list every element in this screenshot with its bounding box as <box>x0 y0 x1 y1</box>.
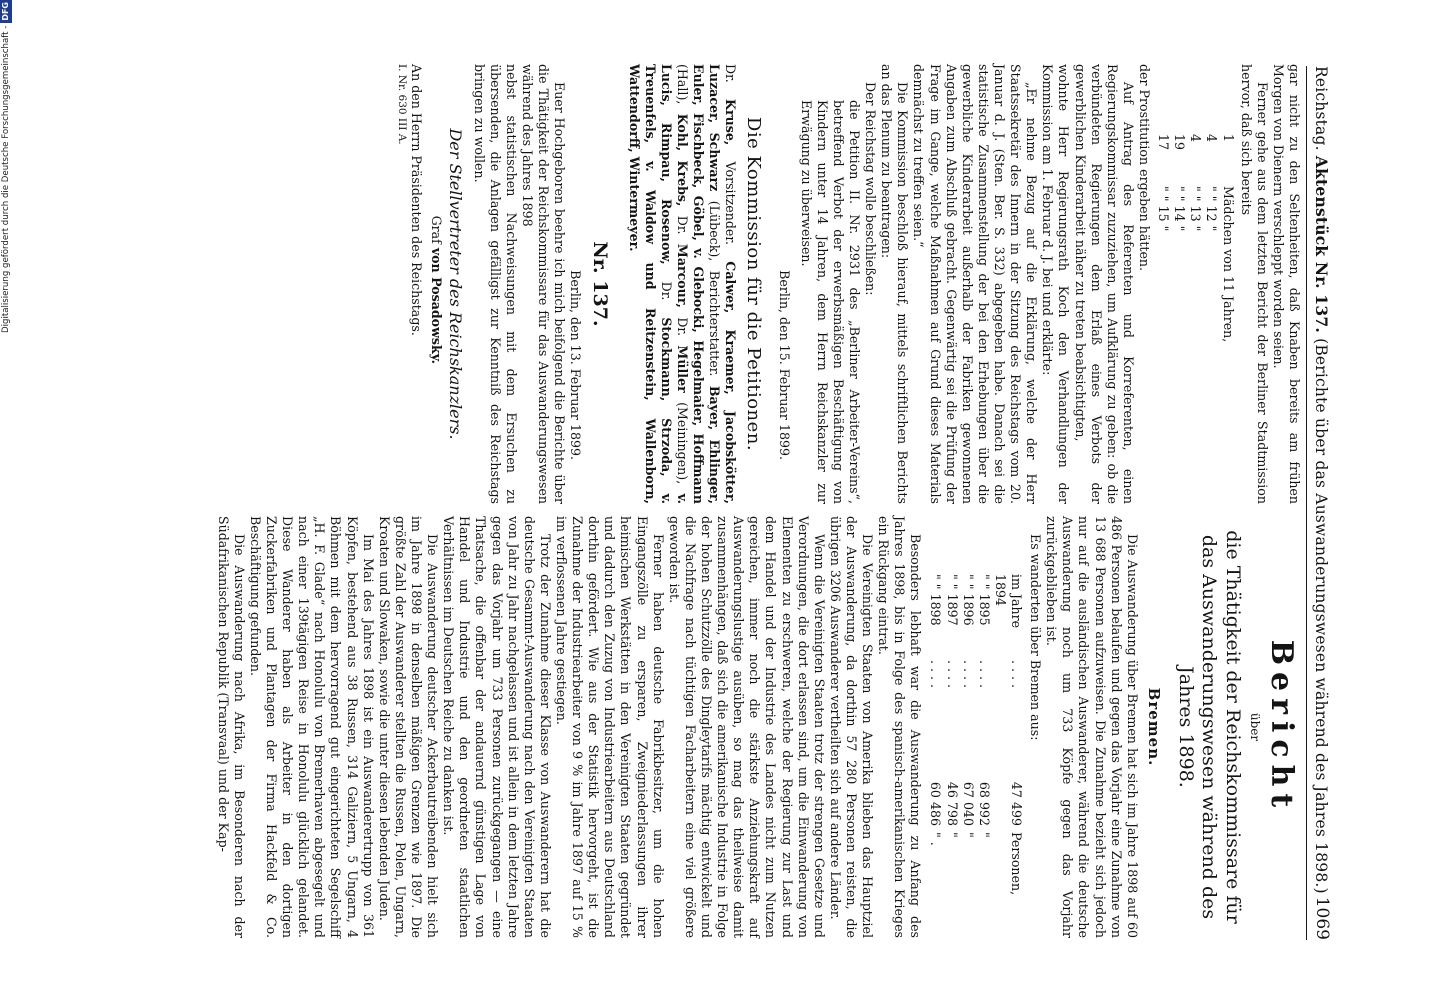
report-title: Bericht <box>1264 639 1299 815</box>
table-row: im Jahre 1894 . . . . 47 499 Personen, <box>992 574 1025 896</box>
right-column <box>215 516 1302 938</box>
date-line: Berlin, den 13. Februar 1899. <box>568 270 584 460</box>
label: " " 13 " <box>1188 186 1204 232</box>
paragraph: Ferner haben deutsche Fabrikbesitzer, um die hohen Eingangszölle zu ersparen, Zweigniederlassungen ihrer heimischen Werkstätten in den Vereinigten Staaten gegründet und dadurch den Zuzug von Industriearbeitern aus Deutschland dorthin gefördert. Wie aus der Statistik hervorgeht, ist die Zunahme der Industriearbeiter von 9 % im Jahre 1897 auf 15 % im verflossenen Jahre gestiegen. <box>553 516 666 938</box>
signature-name: Graf von Posadowsky. <box>429 215 445 364</box>
paragraph: Die Kommission beschloß hierauf, mittels schriftlichen Berichts an das Plenum zu beantragen: <box>879 64 911 504</box>
age-row <box>1155 134 1171 444</box>
age-row <box>1203 134 1219 444</box>
paragraph: Im Mai des Jahres 1898 ist ein Auswanderertrupp von 361 Köpfen, bestehend aus 38 Russen, 314 Galiziern, 5 Ungarn, 4 Böhmen mit dem hervorragend gut eingerichteten Segelschiff „H. F. Glade“ nach Honolulu von Bremerhaven abgesegelt und nach einer 139tägigen Reise in Honolulu glücklich gelandet. Diese Wanderer haben als Arbeiter in den dortigen Zuckerfabriken und Plantagen der Firma Hackfeld & Co. Beschäftigung gefunden. <box>247 516 376 938</box>
date-line: Berlin, den 15. Februar 1899. <box>776 270 792 460</box>
report-subtitle: die Thätigkeit der Reichskommissare für das Auswanderungswesen während des Jahres 1898. <box>1174 530 1245 924</box>
age-row <box>1171 134 1187 444</box>
paragraph: Wenn die Vereinigten Staaten trotz der strengen Gesetze und Verordnungen, die dort erlassen sind, um die Einwanderung von Elementen zu erschweren, welche der Regierung zur Last und dem Handel und der Industrie des Landes nicht zum Nutzen gereichen, immer noch die stärkste Anziehungskraft auf Auswanderungslustige ausüben, so mag das theilweise damit zusammenhängen, daß sich die amerikanische Industrie in Folge der hohen Schutzzölle des Dingleytarifs mächtig entwickelt und die Nachfrage nach tüchtigen Facharbeitern eine viel größere geworden ist. <box>666 516 827 938</box>
header-journal: Reichstag. <box>1311 66 1330 151</box>
age-row <box>1219 134 1235 444</box>
paragraph: Die Auswanderung deutscher Ackerbautreibenden hielt sich im Jahre 1898 in denselben mäßigen Grenzen wie 1897. Die größte Zahl der Auswanderer stellten die Russen, Polen, Ungarn, Kroaten und Slowaken, sowie die unter diesen lebenden Juden. <box>376 516 441 938</box>
paragraph: Die Auswanderung über Bremen hat sich im Jahre 1898 auf 60 486 Personen belaufen und gegen das Vorjahr eine Zunahme von 13 688 Personen aufzuweisen. Die Zunahme bezieht sich jedoch nur auf die ausländischen Auswanderer, während die deutsche Auswanderung noch um 733 Köpfe gegen das Vorjahr zurückgeblieben ist. <box>1044 516 1140 938</box>
count: 19 <box>1172 134 1188 151</box>
header-aktenstueck: Aktenstück Nr. 137. <box>1311 155 1331 333</box>
paragraph: Es wanderten über Bremen aus: <box>1028 534 1044 741</box>
credit-label: Digitalisierung gefördert durch die Deutsche Forschungsgemeinschaft - <box>1 25 11 334</box>
table-row: " " 1896 . . . . 67 040 " <box>960 574 976 838</box>
paragraph: Die Auswanderung nach Afrika, im Besonderen nach der Südafrikanischen Republik (Transvaal) und der Kap- <box>215 516 247 938</box>
table-row: " " 1898 . . . . 60 486 " . <box>928 574 944 846</box>
age-row <box>1187 134 1203 444</box>
count: 4 <box>1204 134 1220 143</box>
addressee: An den Herrn Präsidenten des Reichstags. <box>409 64 425 336</box>
paragraph: Auf Antrag des Referenten und Korreferenten, einen Regierungskommissar zuzuziehen, um Aufklärung zu geben: ob die verbündeten Regierungen dem Erlaß eines Verbots der gewerblichen Kinderarbeit näher zu treten beabsichtigten, <box>1072 64 1136 504</box>
resolution-paragraph: die Petition II. Nr. 2931 des „Berliner Arbeiter-Vereins“, betreffend Verbot der erwerbsmäßigen Beschäftigung von Kindern unter 14 Jahren, dem Herrn Reichskanzler zur Erwägung zu überweisen. <box>798 100 863 504</box>
age-list <box>1155 134 1236 504</box>
paragraph: Euer Hochgeboren beehre ich mich beifolgend die Berichte über die Thätigkeit der Reichskommissare für das Auswanderungswesen während des Jahres 1898 <box>520 64 568 504</box>
commission-title: Die Kommission für die Petitionen. <box>743 116 765 452</box>
paragraph: Ferner gehe aus dem letzten Bericht der Berliner Stadtmission hervor, daß sich bereits <box>1238 64 1270 504</box>
header-text <box>1310 66 1331 894</box>
count: 4 <box>1188 134 1204 143</box>
paragraph: Trotz der Zunahme dieser Klasse von Auswanderern hat die deutsche Gesammt-Auswanderung nach den Vereinigten Staaten von Jahr zu Jahr nachgelassen und ist allein in dem letzten Jahre gegen das Vorjahr um 733 Personen zurückgegangen — eine Thatsache, die offenbar der andauernd günstigen Lage von Handel und Industrie und den geordneten staatlichen Verhältnissen im Deutschen Reiche zu danken ist. <box>441 516 553 938</box>
running-header <box>1306 66 1336 940</box>
paragraph: wohnte Herr Regierungsrath Koch den Verhandlungen der Kommission am 1. Februar d. J. bei und erklärte: <box>1040 64 1072 504</box>
section-heading-bremen: Bremen. <box>1145 687 1163 767</box>
paragraph: Die Vereinigten Staaten von Amerika blieben das Hauptziel der Auswanderung, da dorthin 57 280 Personen reisten, die übrigen 3206 Auswanderer vertheilten sich auf andere Länder. <box>827 516 876 938</box>
header-subject: (Berichte über das Auswanderungswesen während des Jahres 1898.) <box>1311 338 1330 894</box>
label: " " 12 " <box>1204 186 1220 232</box>
emigration-table <box>927 574 1024 938</box>
label: Mädchen von 11 Jahren, <box>1220 186 1236 343</box>
dfg-logo-icon: DFG <box>1 2 10 21</box>
paragraph: nebst statistischen Nachweisungen mit dem Ersuchen zu übersenden, die Anlagen gefälligst zur Kenntniß des Reichstags bringen zu wollen. <box>471 64 519 504</box>
document-number-heading: Nr. 137. <box>588 241 611 327</box>
label: " " 14 " <box>1172 186 1188 232</box>
label: " " 15 " <box>1156 186 1172 232</box>
count: 1 <box>1220 134 1236 143</box>
signature-title: Der Stellvertreter des Reichskanzlers. <box>445 128 465 440</box>
count: 17 <box>1156 134 1172 151</box>
left-column <box>395 64 1303 504</box>
table-row: " " 1895 . . . . 68 992 " <box>976 574 992 838</box>
paragraph: gar nicht zu den Seltenheiten, daß Knaben bereits am frühen Morgen von Dienern verschleppt worden seien. <box>1270 64 1302 504</box>
paragraph: Der Reichstag wolle beschließen: <box>863 82 879 296</box>
table-row: " " 1897 . . . . 46 798 " <box>944 574 960 838</box>
paragraph: der Prostitution ergeben hätten. <box>1137 64 1153 272</box>
file-reference: I. Nr. 630 III A. <box>395 64 408 145</box>
page-number: 1069 <box>1311 896 1332 940</box>
quote-paragraph: „Er nehme Bezug auf die Erklärung, welche der Herr Staatssekretär des Innern in der Sitzung des Reichstags vom 20. Januar d. J. (Sten. Ber. S. 332) abgegeben habe. Danach sei die statistische Zusammenstellung der bei den Erhebungen über die gewerbliche Kinderarbeit außerhalb der Fabriken gewonnenen Angaben zum Abschluß gebracht. Gegenwärtig sei die Prüfung der Frage im Gange, welche Maßnahmen auf Grund dieses Materials demnächst zu treffen seien.“ <box>911 64 1040 504</box>
paragraph: Besonders lebhaft war die Auswanderung zu Anfang des Jahres 1898, bis in Folge des spanisch-amerikanischen Krieges ein Rückgang eintrat. <box>876 516 924 938</box>
member-list: Dr. Kruse, Vorsitzender. Calwer, Kraemer, Jacobskötter, Luzacer, Schwarz (Lübeck), Berichterstatter. Bayer, Ehlinger, Euler, Fischbeck, Göbel, v. Glebocki, Hegelmaier, Hoffmann (Hall), Kohl, Krebs, Dr. Marcour, Dr. Müller (Meiningen), v. Lucis, Rimpau, Rosenow, Dr. Stockmann, Strzoda, v. Treuenfels, v. Waldow und Reitzenstein, Wallenborn, Wattendorff, Wintermeyer. <box>626 64 739 504</box>
report-title-connector: über <box>1247 712 1262 742</box>
